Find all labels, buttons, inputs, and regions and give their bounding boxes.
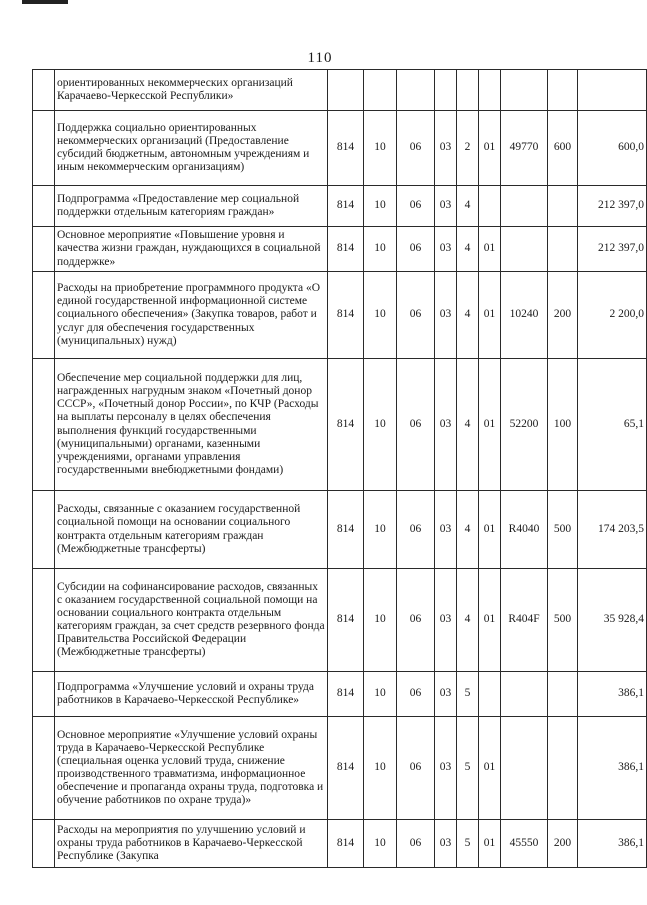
ministry-code-cell: 814 [328, 111, 364, 186]
row-margin-cell [33, 272, 55, 359]
amount-cell [578, 70, 647, 111]
description-cell: Обеспечение мер социальной поддержки для лиц, награжденных нагрудным знаком «Почетный донор СССР», «Почетный донор России», по КЧР (Расходы на выплаты персоналу в целях обеспечения выполнения функций государственными (муниципальными) органами, казенными учреждениями, органами управления государственными внебюджетными фондами) [55, 359, 328, 491]
expense-type-cell: 600 [548, 111, 578, 186]
row-margin-cell [33, 491, 55, 569]
scan-mark [22, 0, 68, 4]
table-row [33, 569, 647, 672]
expense-code-cell: 49770 [501, 111, 548, 186]
amount-cell: 65,1 [578, 359, 647, 491]
table-row [33, 491, 647, 569]
row-margin-cell [33, 227, 55, 272]
program-code-cell: 03 [435, 111, 457, 186]
section-code-cell: 10 [364, 717, 397, 820]
amount-cell: 386,1 [578, 820, 647, 868]
ministry-code-cell: 814 [328, 227, 364, 272]
row-margin-cell [33, 717, 55, 820]
row-margin-cell [33, 359, 55, 491]
expense-type-cell: 500 [548, 569, 578, 672]
subprogram-code-cell: 5 [457, 717, 479, 820]
subsection-code-cell: 06 [397, 272, 435, 359]
expense-code-cell [501, 186, 548, 227]
budget-table [32, 69, 647, 868]
subprogram-code-cell [457, 70, 479, 111]
subsection-code-cell: 06 [397, 717, 435, 820]
table-row [33, 227, 647, 272]
subsection-code-cell: 06 [397, 186, 435, 227]
activity-code-cell [479, 186, 501, 227]
amount-cell: 174 203,5 [578, 491, 647, 569]
expense-type-cell: 100 [548, 359, 578, 491]
row-margin-cell [33, 672, 55, 717]
program-code-cell: 03 [435, 820, 457, 868]
activity-code-cell: 01 [479, 569, 501, 672]
subsection-code-cell: 06 [397, 491, 435, 569]
subprogram-code-cell: 4 [457, 186, 479, 227]
amount-cell: 600,0 [578, 111, 647, 186]
description-cell: Расходы, связанные с оказанием государственной социальной помощи на основании социального контракта отдельным категориям граждан (Межбюджетные трансферты) [55, 491, 328, 569]
program-code-cell: 03 [435, 491, 457, 569]
ministry-code-cell: 814 [328, 569, 364, 672]
amount-cell: 212 397,0 [578, 186, 647, 227]
expense-type-cell [548, 70, 578, 111]
ministry-code-cell: 814 [328, 359, 364, 491]
table-row [33, 186, 647, 227]
activity-code-cell: 01 [479, 111, 501, 186]
amount-cell: 386,1 [578, 672, 647, 717]
subsection-code-cell: 06 [397, 672, 435, 717]
subsection-code-cell: 06 [397, 227, 435, 272]
table-row [33, 717, 647, 820]
section-code-cell: 10 [364, 111, 397, 186]
table-row [33, 70, 647, 111]
amount-cell: 35 928,4 [578, 569, 647, 672]
expense-type-cell [548, 672, 578, 717]
ministry-code-cell: 814 [328, 272, 364, 359]
amount-cell: 386,1 [578, 717, 647, 820]
subprogram-code-cell: 5 [457, 672, 479, 717]
program-code-cell: 03 [435, 672, 457, 717]
table-row [33, 820, 647, 868]
amount-cell: 212 397,0 [578, 227, 647, 272]
activity-code-cell: 01 [479, 227, 501, 272]
activity-code-cell: 01 [479, 359, 501, 491]
expense-type-cell [548, 186, 578, 227]
section-code-cell [364, 70, 397, 111]
subprogram-code-cell: 4 [457, 272, 479, 359]
subsection-code-cell: 06 [397, 111, 435, 186]
description-cell: Расходы на мероприятия по улучшению условий и охраны труда работников в Карачаево-Черкесской Республике (Закупка [55, 820, 328, 868]
activity-code-cell [479, 672, 501, 717]
description-cell: Расходы на приобретение программного продукта «О единой государственной информационной системе социального обеспечения» (Закупка товаров, работ и услуг для обеспечения государственных (муниципальных) нужд) [55, 272, 328, 359]
row-margin-cell [33, 111, 55, 186]
activity-code-cell: 01 [479, 491, 501, 569]
row-margin-cell [33, 70, 55, 111]
expense-code-cell [501, 717, 548, 820]
section-code-cell: 10 [364, 820, 397, 868]
program-code-cell: 03 [435, 186, 457, 227]
ministry-code-cell: 814 [328, 717, 364, 820]
expense-type-cell [548, 717, 578, 820]
description-cell: Основное мероприятие «Повышение уровня и качества жизни граждан, нуждающихся в социальной поддержке» [55, 227, 328, 272]
section-code-cell: 10 [364, 186, 397, 227]
subprogram-code-cell: 5 [457, 820, 479, 868]
table-row [33, 672, 647, 717]
program-code-cell: 03 [435, 717, 457, 820]
description-cell: Подпрограмма «Предоставление мер социальной поддержки отдельным категориям граждан» [55, 186, 328, 227]
activity-code-cell: 01 [479, 272, 501, 359]
subsection-code-cell [397, 70, 435, 111]
section-code-cell: 10 [364, 272, 397, 359]
description-cell: Субсидии на софинансирование расходов, связанных с оказанием государственной социальной помощи на основании социального контракта отдельным категориям граждан, за счет средств резервного фонда Правительства Российской Федерации (Межбюджетные трансферты) [55, 569, 328, 672]
expense-code-cell: 52200 [501, 359, 548, 491]
subprogram-code-cell: 4 [457, 227, 479, 272]
subprogram-code-cell: 4 [457, 491, 479, 569]
amount-cell: 2 200,0 [578, 272, 647, 359]
ministry-code-cell: 814 [328, 491, 364, 569]
description-cell: ориентированных некоммерческих организаций Карачаево-Черкесской Республики» [55, 70, 328, 111]
expense-type-cell: 200 [548, 272, 578, 359]
subprogram-code-cell: 4 [457, 569, 479, 672]
expense-type-cell: 200 [548, 820, 578, 868]
subsection-code-cell: 06 [397, 569, 435, 672]
section-code-cell: 10 [364, 227, 397, 272]
section-code-cell: 10 [364, 672, 397, 717]
program-code-cell: 03 [435, 227, 457, 272]
subprogram-code-cell: 4 [457, 359, 479, 491]
expense-code-cell: R4040 [501, 491, 548, 569]
expense-type-cell [548, 227, 578, 272]
subsection-code-cell: 06 [397, 820, 435, 868]
section-code-cell: 10 [364, 491, 397, 569]
ministry-code-cell [328, 70, 364, 111]
expense-code-cell [501, 672, 548, 717]
ministry-code-cell: 814 [328, 672, 364, 717]
table-row [33, 272, 647, 359]
description-cell: Подпрограмма «Улучшение условий и охраны труда работников в Карачаево-Черкесской Республике» [55, 672, 328, 717]
page-number: 110 [307, 50, 333, 66]
activity-code-cell: 01 [479, 820, 501, 868]
activity-code-cell [479, 70, 501, 111]
program-code-cell: 03 [435, 359, 457, 491]
subprogram-code-cell: 2 [457, 111, 479, 186]
program-code-cell [435, 70, 457, 111]
expense-code-cell: 45550 [501, 820, 548, 868]
expense-code-cell [501, 227, 548, 272]
row-margin-cell [33, 186, 55, 227]
table-row [33, 359, 647, 491]
section-code-cell: 10 [364, 569, 397, 672]
expense-type-cell: 500 [548, 491, 578, 569]
ministry-code-cell: 814 [328, 186, 364, 227]
row-margin-cell [33, 820, 55, 868]
section-code-cell: 10 [364, 359, 397, 491]
program-code-cell: 03 [435, 272, 457, 359]
expense-code-cell [501, 70, 548, 111]
expense-code-cell: R404F [501, 569, 548, 672]
description-cell: Поддержка социально ориентированных некоммерческих организаций (Предоставление субсидий бюджетным, автономным учреждениям и иным некоммерческим организациям) [55, 111, 328, 186]
table-row [33, 111, 647, 186]
expense-code-cell: 10240 [501, 272, 548, 359]
description-cell: Основное мероприятие «Улучшение условий охраны труда в Карачаево-Черкесской Республике (специальная оценка условий труда, снижение производственного травматизма, информационное обеспечение и пропаганда охраны труда, подготовка и обучение работников по охране труда)» [55, 717, 328, 820]
activity-code-cell: 01 [479, 717, 501, 820]
row-margin-cell [33, 569, 55, 672]
subsection-code-cell: 06 [397, 359, 435, 491]
ministry-code-cell: 814 [328, 820, 364, 868]
program-code-cell: 03 [435, 569, 457, 672]
